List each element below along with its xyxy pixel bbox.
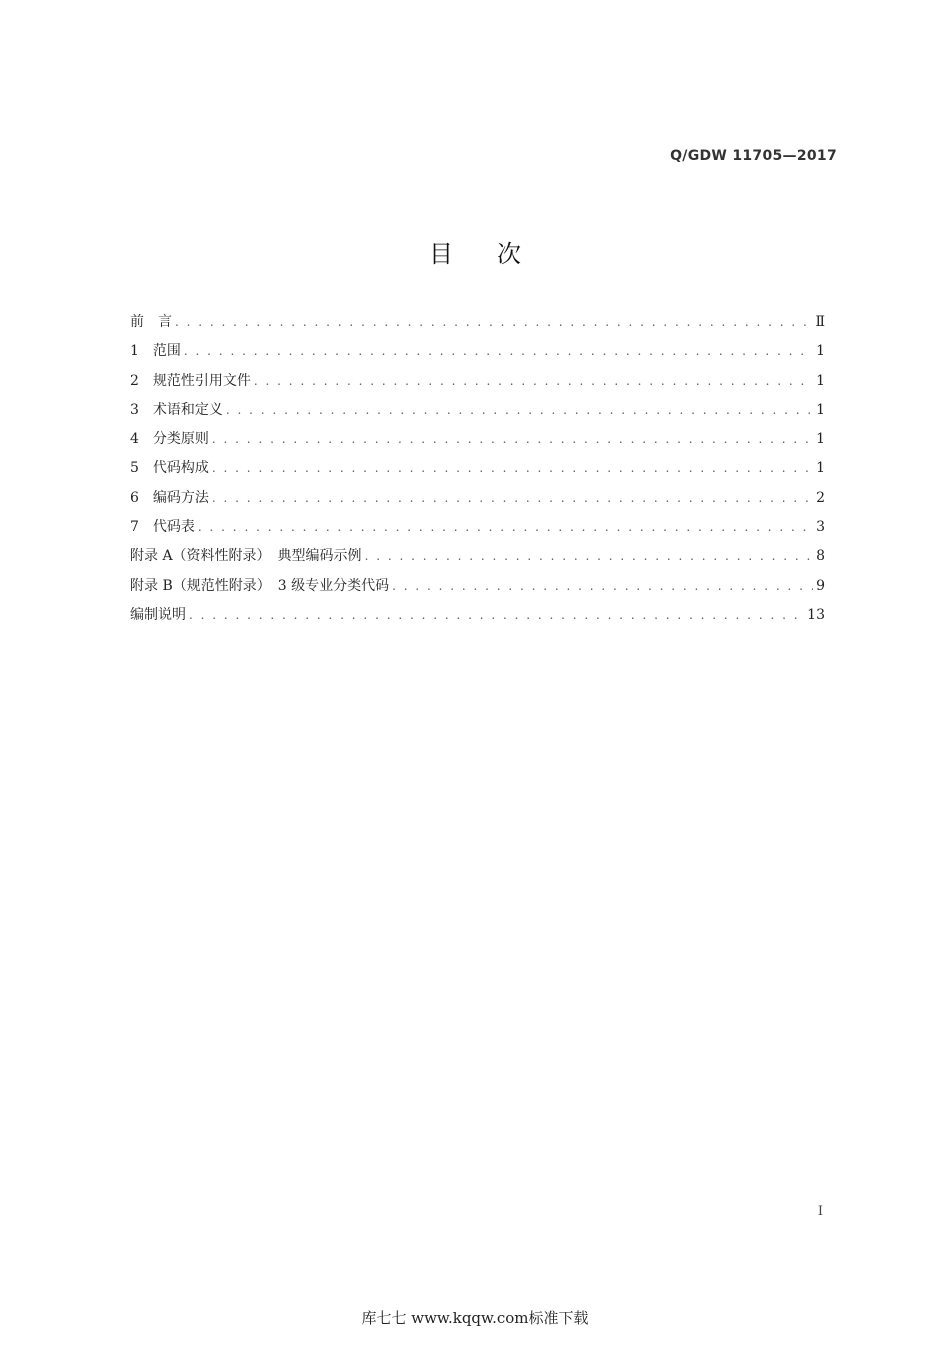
toc-dot-leader [365, 546, 814, 566]
table-of-contents [130, 312, 825, 634]
toc-entry-foreword[interactable] [130, 312, 825, 341]
toc-entry-coding-method[interactable] [130, 488, 825, 517]
toc-entry-page: 3 [816, 519, 825, 536]
toc-entry-page: 9 [816, 577, 825, 594]
toc-entry-code-structure[interactable] [130, 458, 825, 487]
standard-code: Q/GDW 11705—2017 [670, 148, 837, 164]
toc-entry-page: 8 [816, 548, 825, 565]
toc-entry-label: 2 规范性引用文件 [130, 372, 251, 389]
toc-entry-terms-definitions[interactable] [130, 400, 825, 429]
toc-dot-leader [184, 341, 813, 361]
toc-entry-page: 1 [816, 343, 825, 360]
toc-entry-label: 6 编码方法 [130, 489, 209, 506]
toc-entry-label: 编制说明 [130, 606, 186, 623]
toc-entry-compilation-notes[interactable] [130, 605, 825, 634]
toc-entry-label: 5 代码构成 [130, 460, 209, 477]
page-title: 目次 [429, 240, 565, 268]
toc-entry-page: 1 [816, 401, 825, 418]
toc-entry-page: 2 [816, 489, 825, 506]
toc-entry-normative-references[interactable] [130, 371, 825, 400]
toc-dot-leader [226, 400, 813, 420]
toc-entry-label: 7 代码表 [130, 519, 195, 536]
footer-watermark: 库七七 www.kqqw.com标准下载 [361, 1309, 589, 1327]
toc-entry-label: 前 言 [130, 314, 172, 330]
toc-dot-leader [392, 576, 813, 596]
toc-entry-scope[interactable] [130, 341, 825, 370]
toc-dot-leader [212, 458, 813, 478]
toc-entry-label: 附录 A（资料性附录） 典型编码示例 [130, 548, 362, 565]
toc-entry-appendix-b[interactable] [130, 576, 825, 605]
toc-dot-leader [198, 517, 813, 537]
toc-entry-page: Ⅱ [815, 314, 825, 330]
toc-dot-leader [212, 429, 813, 449]
toc-dot-leader [189, 605, 804, 625]
toc-entry-page: 1 [816, 372, 825, 389]
toc-entry-page: 13 [807, 606, 825, 623]
page-number: I [817, 1204, 823, 1219]
toc-entry-appendix-a[interactable] [130, 546, 825, 575]
toc-entry-label: 附录 B（规范性附录） 3 级专业分类代码 [130, 577, 390, 594]
toc-entry-label: 3 术语和定义 [130, 401, 223, 418]
toc-entry-code-table[interactable] [130, 517, 825, 546]
toc-entry-label: 4 分类原则 [130, 431, 209, 448]
toc-dot-leader [212, 488, 813, 508]
toc-entry-label: 1 范围 [130, 343, 181, 360]
toc-dot-leader [254, 371, 813, 391]
toc-entry-classification-principles[interactable] [130, 429, 825, 458]
toc-dot-leader [175, 312, 812, 332]
toc-entry-page: 1 [816, 431, 825, 448]
toc-entry-page: 1 [816, 460, 825, 477]
